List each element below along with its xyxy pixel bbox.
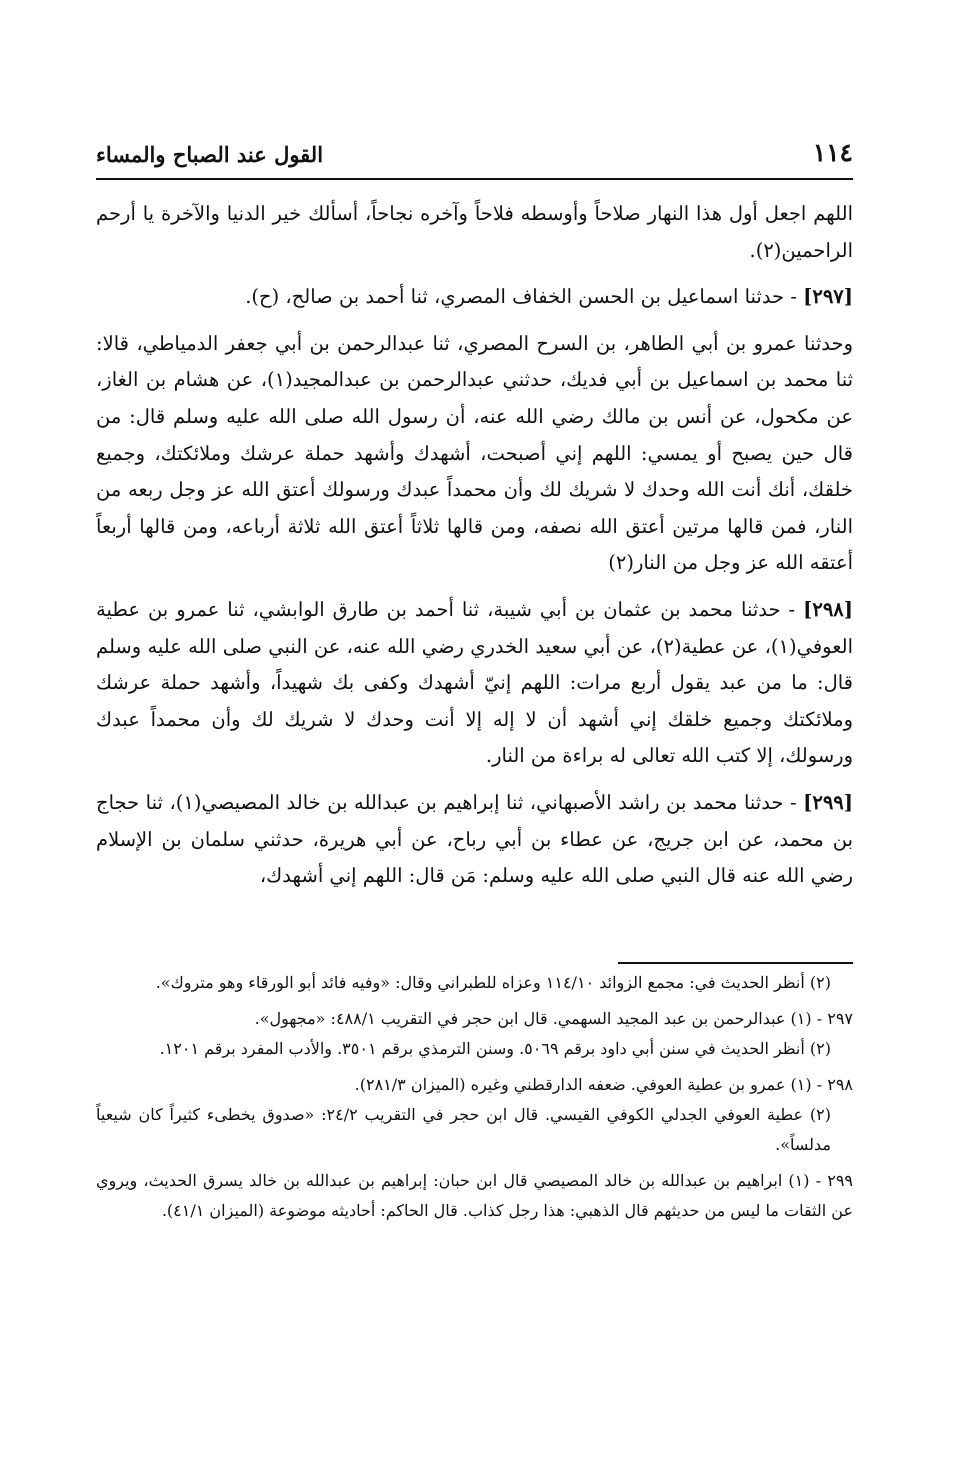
footnote-rule [618,962,853,964]
hadith-298-text: - حدثنا محمد بن عثمان بن أبي شيبة، ثنا أحمد بن طارق الوابشي، ثنا عمرو بن عطية العوفي(١)، عن عطية(٢)، عن أبي سعيد الخدري رضي الله عنه، عن النبي صلى الله عليه وسلم قال: ما من عبد يقول أربع مرات: اللهم إنيّ أشهدك وكفى بك شهيداً، وأشهد حملة عرشك وملائكتك وجميع خلقك إني أشهد أن لا إله إلا أنت وحدك لا شريك لك وأن محمداً عبدك ورسولك، إلا كتب الله تعالى له براءة من النار. [96,597,853,768]
page-number: ١١٤ [812,138,853,167]
hadith-number-298: [٢٩٨] [803,597,853,621]
hadith-299-text: - حدثنا محمد بن راشد الأصبهاني، ثنا إبراهيم بن عبدالله بن خالد المصيصي(١)، ثنا حجاج بن محمد، عن ابن جريج، عن عطاء بن أبي رباح، عن أبي هريرة، حدثني سلمان بن الإسلام رضي الله عنه قال النبي صلى الله عليه وسلم: مَن قال: اللهم إني أشهدك، [96,790,853,888]
hadith-298 [96,592,853,775]
hadith-299 [96,785,853,895]
hadith-297-chain: - حدثنا اسماعيل بن الحسن الخفاف المصري، ثنا أحمد بن صالح، (ح). [245,285,797,309]
footnote: ٢٩٩ - (١) ابراهيم بن عبدالله بن خالد المصيصي قال ابن حبان: إبراهيم بن عبدالله بن خالد يسرق الحديث، ويروي عن الثقات ما ليس من حديثهم قال الذهبي: هذا رجل كذاب. قال الحاكم: أحاديثه موضوعة (الميزان ٤١/١). [96,1171,854,1220]
hadith-number-299: [٢٩٩] [803,790,853,814]
paragraph-opening: اللهم اجعل أول هذا النهار صلاحاً وأوسطه فلاحاً وآخره نجاحاً، أسألك خير الدنيا والآخرة يا أرحم الراحمين(٢). [96,202,853,262]
footnote: (٢) أنظر الحديث في: مجمع الزوائد ١١٤/١٠ وعزاه للطبراني وقال: «وفيه فائد أبو الورقاء وهو متروك». [155,973,831,992]
footnote: ٢٩٨ - (١) عمرو بن عطية العوفي. ضعفه الدارقطني وغيره (الميزان ٢٨١/٣). [354,1075,853,1094]
hadith-297-intro [96,279,853,316]
main-text [96,196,853,895]
running-title: القول عند الصباح والمساء [96,142,324,167]
footnote: (٢) عطية العوفي الجدلي الكوفي القيسي. قال ابن حجر في التقريب ٢٤/٢: «صدوق يخطىء كثيراً كان شيعياً مدلساً». [96,1105,831,1154]
header-rule [96,178,853,180]
footnotes [96,968,853,1226]
hadith-297-text: وحدثنا عمرو بن أبي الطاهر، بن السرح المصري، ثنا عبدالرحمن بن أبي جعفر الدمياطي، قالا: ثنا محمد بن اسماعيل بن أبي فديك، حدثني عبدالرحمن بن عبدالمجيد(١)، عن هشام بن الغاز، عن مكحول، عن أنس بن مالك رضي الله عنه، أن رسول الله صلى الله عليه وسلم قال: من قال حين يصبح أو يمسي: اللهم إني أصبحت، أشهدك وأشهد حملة عرشك وملائكتك، وجميع خلقك، أنك أنت الله وحدك لا شريك لك وأن محمداً عبدك ورسولك أعتق الله عز وجل ربعه من النار، فمن قالها مرتين أعتق الله نصفه، ومن قالها ثلاثاً أعتق الله ثلاثة أرباعه، ومن قالها أربعاً أعتقه الله عز وجل من النار(٢) [96,331,854,575]
page-header [96,138,853,178]
hadith-number-297: [٢٩٧] [803,285,853,309]
footnote: (٢) أنظر الحديث في سنن أبي داود برقم ٥٠٦٩. وسنن الترمذي برقم ٣٥٠١. والأدب المفرد برقم ١٢٠١. [159,1039,831,1058]
footnote: ٢٩٧ - (١) عبدالرحمن بن عبد المجيد السهمي. قال ابن حجر في التقريب ٤٨٨/١: «مجهول». [254,1009,853,1028]
